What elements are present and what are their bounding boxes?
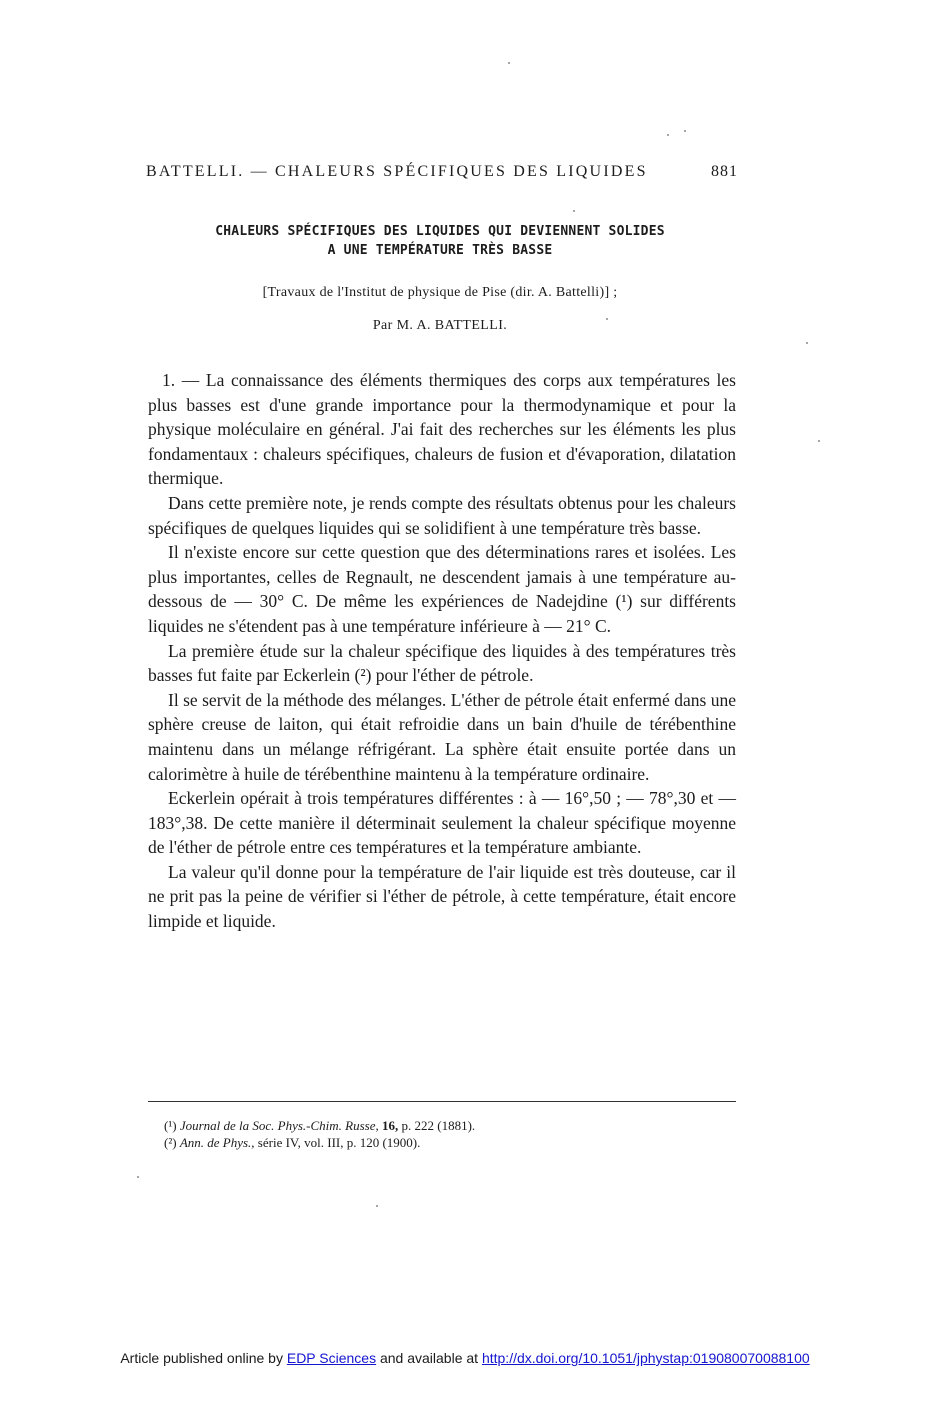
scan-speck	[376, 1205, 378, 1207]
author-line: Par M. A. BATTELLI.	[372, 318, 508, 333]
footnote	[164, 1134, 724, 1151]
footnote-journal: Journal de la Soc. Phys.-Chim. Russe,	[179, 1118, 379, 1133]
footnote-divider	[148, 1101, 736, 1102]
article-title-line-1: CHALEURS SPÉCIFIQUES DES LIQUIDES QUI DEVIENNENT SOLIDES	[215, 224, 665, 239]
footer-prefix: Article published online by	[120, 1350, 283, 1366]
footnote-reference: série IV, vol. III, p. 120 (1900).	[257, 1135, 421, 1150]
footnote	[164, 1117, 724, 1134]
affiliation: [Travaux de l'Institut de physique de Pise (dir. A. Battelli)] ;	[262, 285, 618, 300]
scan-speck	[667, 134, 669, 136]
publication-footer	[0, 1350, 930, 1366]
scan-speck	[606, 318, 608, 320]
footnotes	[164, 1117, 724, 1151]
paragraph: La valeur qu'il donne pour la température de l'air liquide est très douteuse, car il ne prit pas la peine de vérifier si l'éther de pétrole, à cette température, était encore limpide et liquide.	[148, 861, 736, 932]
paragraph: Dans cette première note, je rends compte des résultats obtenus pour les chaleurs spécifiques de quelques liquides qui se solidifient à une température très basse.	[148, 492, 736, 538]
paragraph: La première étude sur la chaleur spécifique des liquides à des températures très basses fut faite par Eckerlein (²) pour l'éther de pétrole.	[148, 640, 736, 686]
scan-speck	[684, 130, 686, 132]
article-title-line-2: A UNE TEMPÉRATURE TRÈS BASSE	[327, 243, 553, 258]
scan-speck	[573, 210, 575, 212]
paragraph: Il se servit de la méthode des mélanges. L'éther de pétrole était enfermé dans une sphère creuse de laiton, qui était refroidie dans un bain d'huile de térébenthine maintenu dans un mélange réfrigérant. La sphère était ensuite portée dans un calorimètre à huile de térébenthine maintenu à la température ordinaire.	[148, 689, 736, 784]
footnote-journal: Ann. de Phys.,	[179, 1135, 255, 1150]
page-number: 881	[711, 163, 738, 180]
scan-speck	[806, 342, 808, 344]
footer-middle: and available at	[379, 1350, 479, 1366]
footnote-mark: (¹)	[164, 1118, 177, 1133]
scan-speck	[508, 62, 510, 64]
running-head-title: BATTELLI. — CHALEURS SPÉCIFIQUES DES LIQUIDES	[146, 163, 648, 180]
article-title	[150, 222, 730, 260]
footnote-reference: p. 222 (1881).	[401, 1118, 476, 1133]
publisher-link[interactable]: EDP Sciences	[286, 1350, 377, 1366]
body-text	[148, 368, 736, 934]
paragraph: Eckerlein opérait à trois températures différentes : à — 16°,50 ; — 78°,30 et — 183°,38. De cette manière il déterminait seulement la chaleur spécifique moyenne de l'éther de pétrole entre ces températures et la température ambiante.	[148, 788, 736, 858]
paragraph: 1. — La connaissance des éléments thermiques des corps aux températures les plus basses est d'une grande importance pour la thermodynamique et pour la physique moléculaire en général. J'ai fait des recherches sur les éléments les plus fondamentaux : chaleurs spécifiques, chaleurs de fusion et d'évaporation, dilatation thermique.	[148, 370, 736, 489]
footnote-volume: 16,	[382, 1118, 399, 1133]
paragraph: Il n'existe encore sur cette question que des déterminations rares et isolées. Les plus importantes, celles de Regnault, ne descendent jamais à une température au-dessous de — 30° C. De même les expériences de Nadejdine (¹) sur différents liquides ne s'étendent pas à une température inférieure à — 21° C.	[148, 542, 736, 636]
running-head	[146, 163, 738, 187]
doi-link[interactable]: http://dx.doi.org/10.1051/jphystap:019080070088100	[481, 1350, 810, 1366]
scan-speck	[137, 1176, 139, 1178]
scan-speck	[818, 440, 820, 442]
footnote-mark: (²)	[164, 1135, 177, 1150]
